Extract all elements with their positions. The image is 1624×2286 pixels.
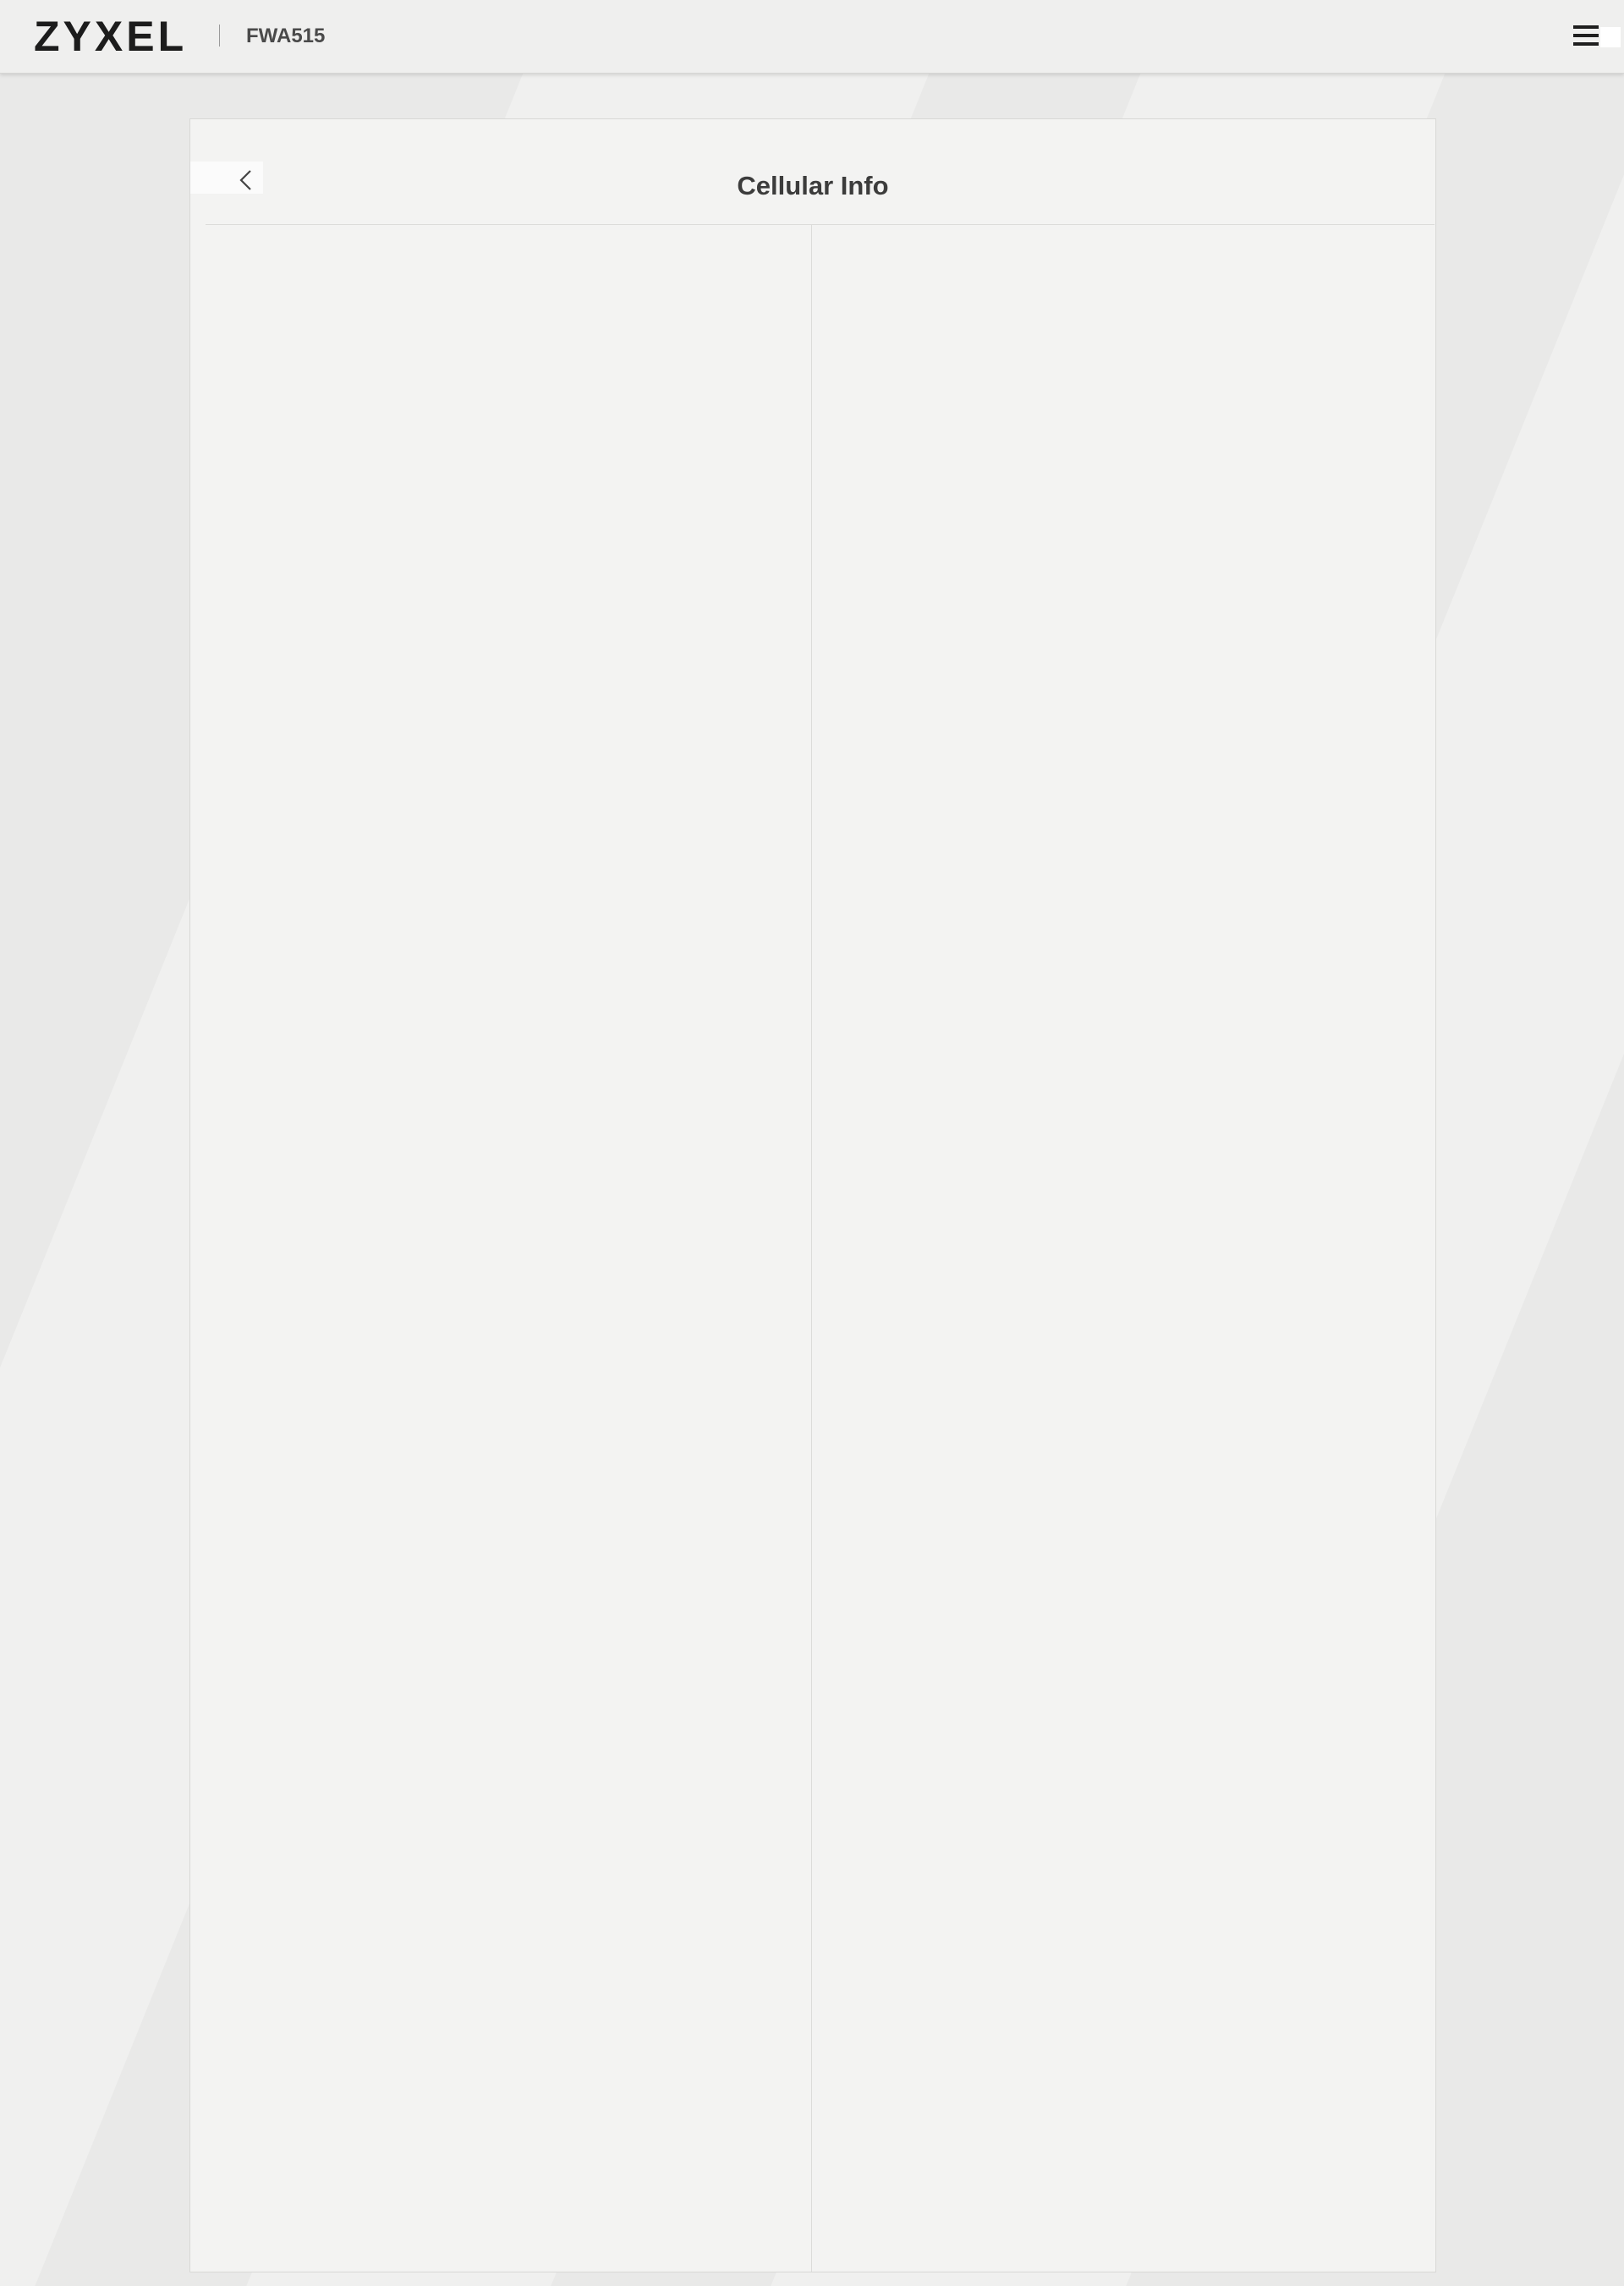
cellular-info-panel xyxy=(189,118,1436,2272)
hamburger-menu-icon[interactable] xyxy=(1573,22,1600,51)
page-title: Cellular Info xyxy=(737,171,889,200)
menu-tab[interactable] xyxy=(1600,27,1621,47)
top-bar xyxy=(0,0,1624,74)
brand-logo: ZYXEL xyxy=(34,13,188,60)
column-divider xyxy=(811,225,812,2272)
title-divider xyxy=(206,224,1435,225)
header-divider xyxy=(219,25,220,47)
model-name: FWA515 xyxy=(246,25,326,47)
